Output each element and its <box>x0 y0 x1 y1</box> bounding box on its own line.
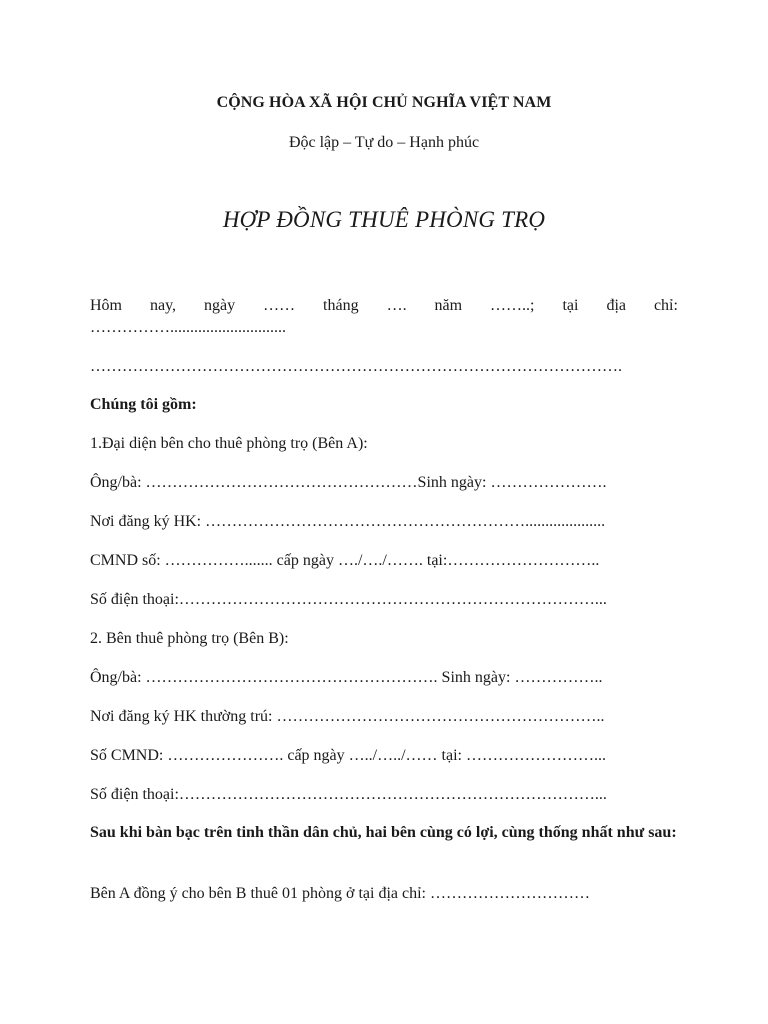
national-header: CỘNG HÒA XÃ HỘI CHỦ NGHĨA VIỆT NAM <box>216 94 552 111</box>
agreement-heading: Sau khi bàn bạc trên tinh thần dân chủ, hai bên cùng có lợi, cùng thống nhất như sau: <box>90 824 677 841</box>
intro-word: Hôm <box>90 297 122 314</box>
intro-word: ngày <box>204 297 236 314</box>
party-a-registration-line: Nơi đăng ký HK: …………………………………………………….................... <box>90 513 606 530</box>
document-title: HỢP ĐỒNG THUÊ PHÒNG TRỌ <box>222 207 546 232</box>
intro-word: tại <box>562 297 579 314</box>
national-motto: Độc lập – Tự do – Hạnh phúc <box>288 134 480 151</box>
party-b-phone-line: Số điện thoại:……………………………………………………………………... <box>90 786 607 803</box>
party-a-id-line: CMND số: ……………....... cấp ngày …./…./……. tại:……………………….. <box>90 552 600 569</box>
intro-word: địa <box>606 297 626 314</box>
intro-line-1 <box>90 296 678 316</box>
intro-word: nay, <box>149 297 177 314</box>
party-a-phone-line: Số điện thoại:……………………………………………………………………... <box>90 591 607 608</box>
party-b-heading: 2. Bên thuê phòng trọ (Bên B): <box>90 630 289 647</box>
intro-word: ……..; <box>490 297 535 314</box>
intro-word: chỉ: <box>653 297 678 314</box>
party-b-name-line: Ông/bà: ………………………………………………. Sinh ngày: …………….. <box>90 669 603 686</box>
intro-line-2: ……………............................. <box>90 319 286 336</box>
intro-word: tháng <box>323 297 359 314</box>
agreement-line: Bên A đồng ý cho bên B thuê 01 phòng ở tại địa chỉ: ………………………… <box>90 885 590 902</box>
intro-line-3: ………………………………………………………………………………………. <box>90 358 622 375</box>
intro-word: …… <box>263 297 296 314</box>
intro-word: …. <box>386 297 407 314</box>
party-b-id-line: Số CMND: …………………. cấp ngày …../…../…… tại: ……………………... <box>90 747 606 764</box>
parties-heading: Chúng tôi gồm: <box>90 396 197 413</box>
intro-word: năm <box>434 297 463 314</box>
party-a-name-line: Ông/bà: ……………………………………………Sinh ngày: …………………. <box>90 474 607 491</box>
party-b-registration-line: Nơi đăng ký HK thường trú: …………………………………………………….. <box>90 708 605 725</box>
party-a-heading: 1.Đại diện bên cho thuê phòng trọ (Bên A): <box>90 435 368 452</box>
